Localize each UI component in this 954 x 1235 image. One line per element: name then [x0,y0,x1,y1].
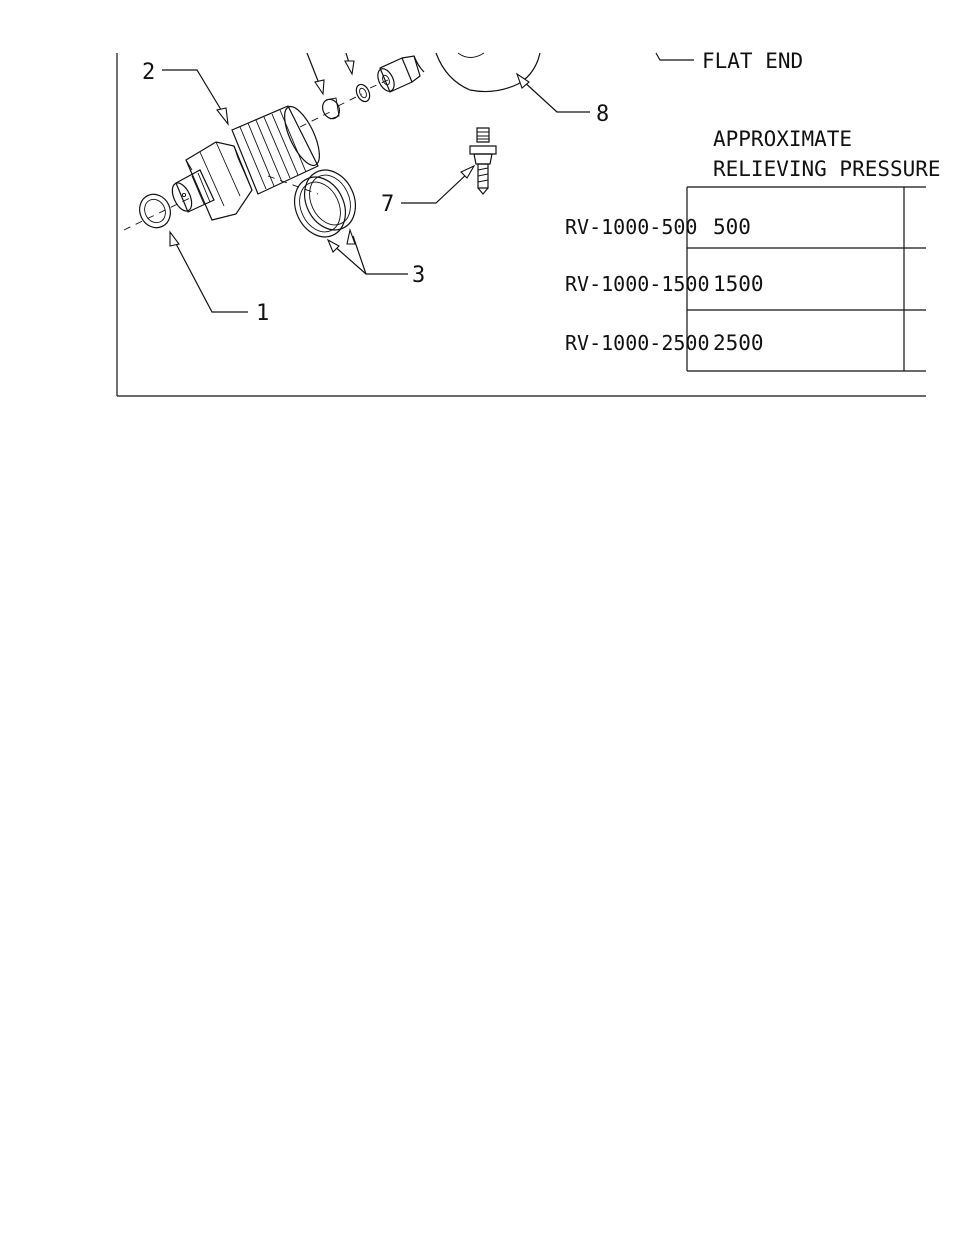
pressure-table [565,127,941,371]
flat-end-label: FLAT END [702,49,804,73]
table-row-1-model: RV-1000-500 [565,215,698,239]
part-7-bleed-screw [470,128,496,194]
part-small-components [320,56,420,121]
callout-1: 1 [256,301,270,326]
part-1-washer [134,189,176,232]
assembly-centerline [124,80,388,230]
table-header-line-1: APPROXIMATE [713,127,853,151]
table-header-line-2: RELIEVING PRESSURE [713,157,941,181]
table-row-2-pressure: 1500 [713,272,764,296]
callout-8: 8 [596,102,610,127]
table-row-1-pressure: 500 [713,215,751,239]
table-row-3-pressure: 2500 [713,331,764,355]
table-row-3-model: RV-1000-2500 [565,331,710,355]
table-row-2-model: RV-1000-1500 [565,272,710,296]
part-2-valve-body [168,102,326,220]
callout-3: 3 [412,263,426,288]
callout-7: 7 [381,192,395,217]
part-3-o-rings [285,162,365,245]
drawing-frame [117,53,926,396]
callout-2: 2 [142,60,156,85]
